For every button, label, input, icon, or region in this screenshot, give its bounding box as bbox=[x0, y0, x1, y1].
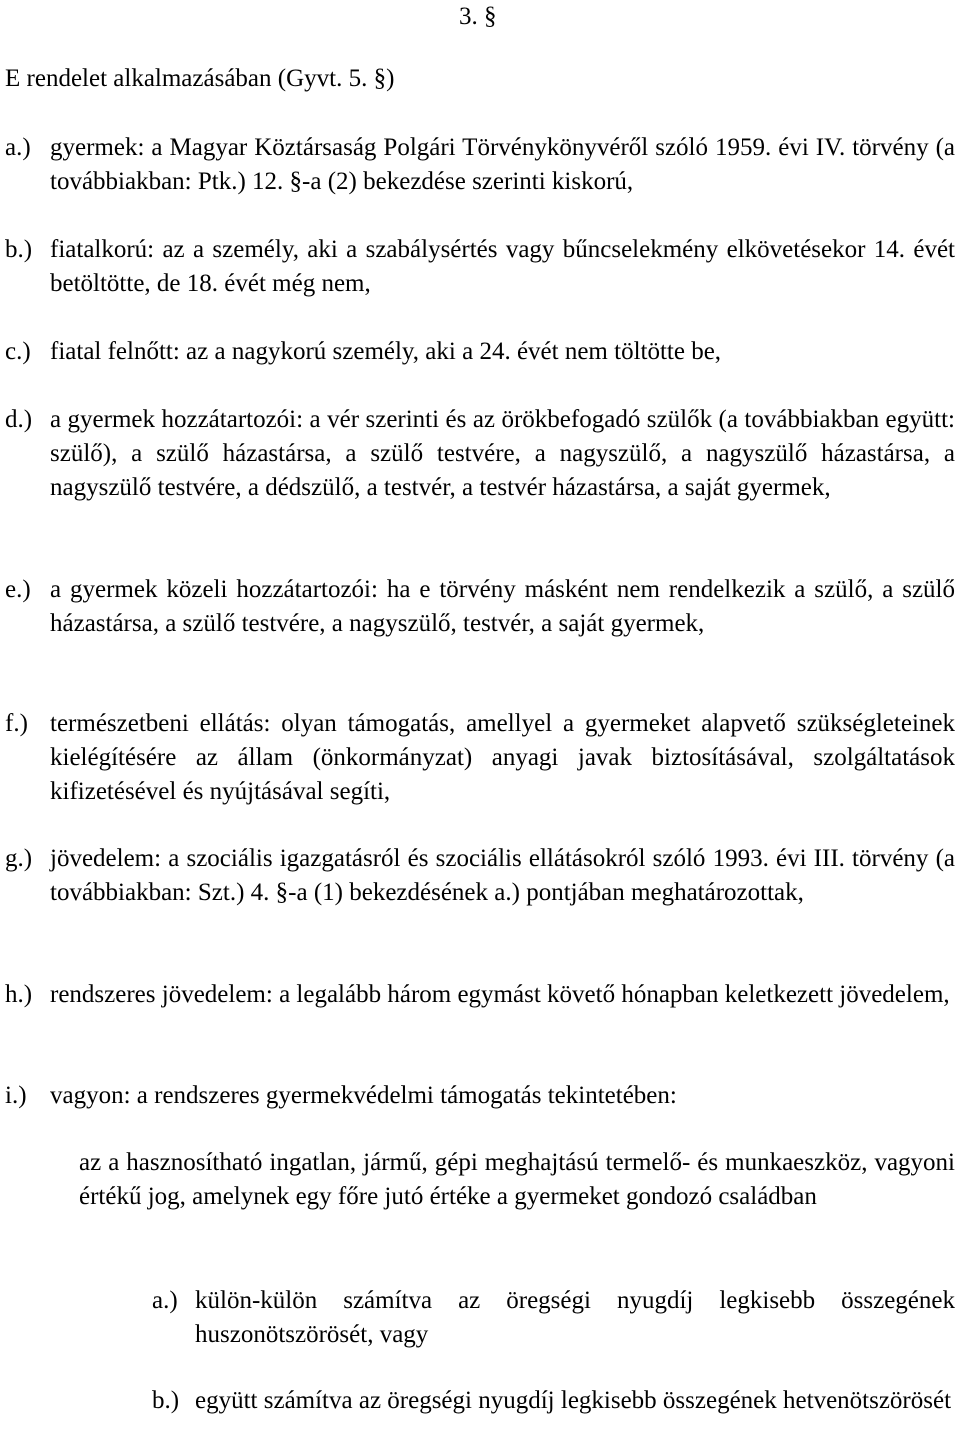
sub-item-a bbox=[152, 1284, 955, 1352]
sub-item-marker: a.) bbox=[152, 1287, 178, 1314]
item-marker: d.) bbox=[5, 406, 33, 433]
item-text: a gyermek közeli hozzátartozói: ha e törvény másként nem rendelkezik a szülő, a szülő házastársa, a szülő testvére, a nagyszülő, testvér, a saját gyermek, bbox=[50, 576, 955, 637]
definition-item-e bbox=[5, 573, 955, 641]
sub-item-text: együtt számítva az öregségi nyugdíj legkisebb összegének hetvenötszörösét bbox=[195, 1387, 952, 1414]
definition-item-i bbox=[5, 1079, 955, 1113]
definition-item-f bbox=[5, 707, 955, 809]
sub-item-b bbox=[152, 1384, 955, 1418]
item-text: természetbeni ellátás: olyan támogatás, amellyel a gyermeket alapvető szükségleteinek kielégítésére az állam (önkormányzat) anyagi javak biztosításával, szolgáltatások kifizetésével és nyújtásával segíti, bbox=[50, 710, 955, 805]
item-marker: b.) bbox=[5, 236, 33, 263]
section-heading: 3. § bbox=[459, 3, 497, 30]
sub-item-marker: b.) bbox=[152, 1387, 180, 1414]
definition-item-a bbox=[5, 131, 955, 199]
item-text: rendszeres jövedelem: a legalább három egymást követő hónapban keletkezett jövedelem, bbox=[50, 981, 950, 1008]
intro-line: E rendelet alkalmazásában (Gyvt. 5. §) bbox=[5, 65, 395, 92]
item-text: jövedelem: a szociális igazgatásról és szociális ellátásokról szóló 1993. évi III. törvény (a továbbiakban: Szt.) 4. §-a (1) bekezdésének a.) pontjában meghatározottak, bbox=[50, 845, 955, 906]
item-marker: c.) bbox=[5, 338, 31, 365]
definition-item-g bbox=[5, 842, 955, 910]
item-text: fiatal felnőtt: az a nagykorú személy, aki a 24. évét nem töltötte be, bbox=[50, 338, 722, 365]
definition-item-h bbox=[5, 978, 955, 1012]
definition-item-d bbox=[5, 403, 955, 505]
item-text: gyermek: a Magyar Köztársaság Polgári Törvénykönyvéről szóló 1959. évi IV. törvény (a továbbiakban: Ptk.) 12. §-a (2) bekezdése szerinti kiskorú, bbox=[50, 134, 955, 195]
item-text: a gyermek hozzátartozói: a vér szerinti és az örökbefogadó szülők (a továbbiakban együtt: szülő), a szülő házastársa, a szülő testvére, a nagyszülő, a nagyszülő házastársa, a nagyszülő testvére, a dédszülő, a testvér, a testvér házastársa, a saját gyermek, bbox=[50, 406, 955, 501]
item-marker: a.) bbox=[5, 134, 31, 161]
asset-definition-paragraph: az a hasznosítható ingatlan, jármű, gépi meghajtású termelő- és munkaeszköz, vagyoni értékű jog, amelynek egy főre jutó értéke a gyermeket gondozó családban bbox=[79, 1149, 955, 1210]
item-marker: g.) bbox=[5, 845, 33, 872]
definition-item-b bbox=[5, 233, 955, 301]
item-marker: e.) bbox=[5, 576, 31, 603]
definition-item-c bbox=[5, 335, 955, 369]
item-text: vagyon: a rendszeres gyermekvédelmi támogatás tekintetében: bbox=[50, 1082, 677, 1109]
item-marker: i.) bbox=[5, 1082, 27, 1109]
item-marker: h.) bbox=[5, 981, 33, 1008]
item-text: fiatalkorú: az a személy, aki a szabálysértés vagy bűncselekmény elkövetésekor 14. évét betöltötte, de 18. évét még nem, bbox=[50, 236, 955, 297]
sub-item-text: külön-külön számítva az öregségi nyugdíj legkisebb összegének huszonötszörösét, vagy bbox=[195, 1287, 955, 1348]
item-marker: f.) bbox=[5, 710, 28, 737]
